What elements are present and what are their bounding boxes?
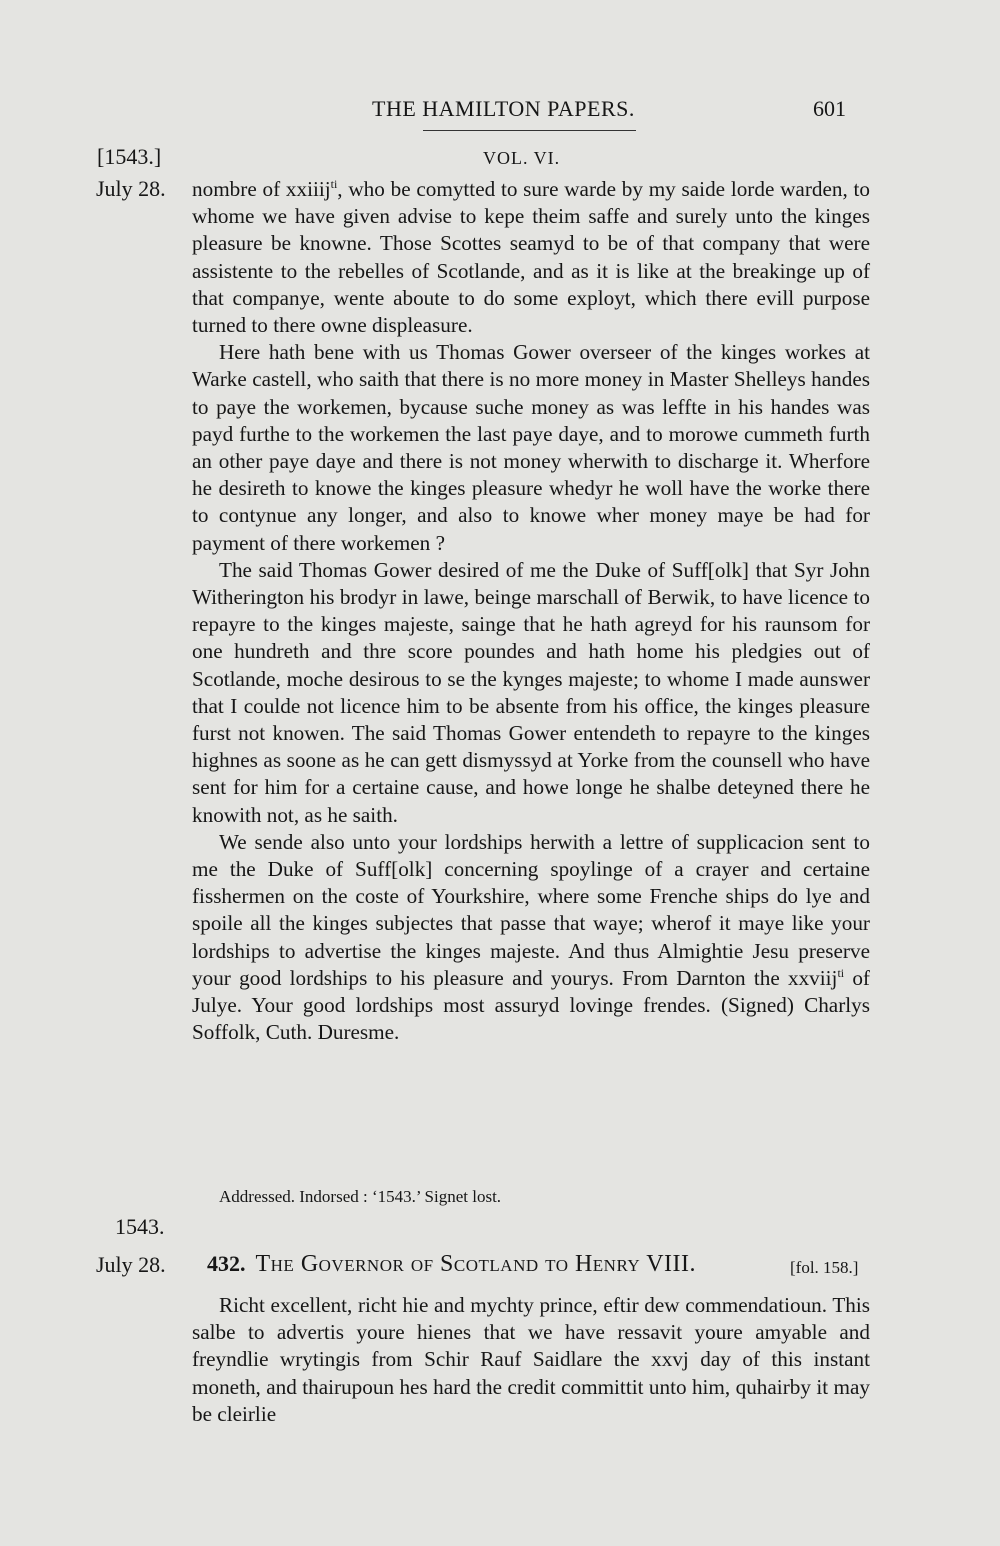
superscript: ti (837, 965, 845, 980)
margin-year-bracket: [1543.] (97, 144, 162, 169)
folio-reference: [fol. 158.] (790, 1258, 859, 1277)
letter-2-body (192, 1292, 870, 1428)
paragraph-1-rest: , who be comytted to sure warde by my saide lorde warden, to whome we have given advise to kepe theim saffe and surely unto the kinges pleasure be knowne. Those Scottes seamyd to be of that company that were assistente to the rebelles of Scotlande, and as it is like at the breakinge up of that companye, wente aboute to do some exployt, which there evill purpose turned to there owne displeasure. (192, 177, 870, 338)
endorsement-note: Addressed. Indorsed : ‘1543.’ Signet lost. (219, 1187, 502, 1206)
letter-body (192, 176, 870, 1047)
paragraph-3: The said Thomas Gower desired of me the Duke of Suff[olk] that Syr John Witherington his brodyr in lawe, beinge marschall of Berwik, to have licence to repayre to the kinges majeste, sainge that he hath agreyd for his raunsom for one hundreth and thre score poundes and hath home his pledgies out of Scotlande, moche desirous to se the kynges majeste; to whome I made aunswer that I coulde not licence him to be absente from his office, the kinges pleasure furst not knowen. The said Thomas Gower entendeth to repayre to the kinges highnes as soone as he can gett dismyssyd at Yorke from the counsell who have sent for him for a certaine cause, and howe longe he shalbe deteyned there he knowith not, as he saith. (192, 557, 870, 827)
margin-date-first: July 28. (96, 176, 166, 201)
page-number: 601 (813, 96, 846, 121)
paragraph-4 (192, 829, 870, 1047)
letter-2-paragraph-1: Richt excellent, richt hie and mychty prince, eftir dew commendatioun. This salbe to advertis youre hienes that we have ressavit youre amyable and freyndlie wrytingis from Schir Rauf Saidlare the xxvj day of this instant moneth, and thairupoun hes hard the credit committit unto him, quhairby it may be cleirlie (192, 1293, 870, 1426)
paragraph-1-start: nombre of xxiiij (192, 177, 331, 201)
title-rule (423, 130, 636, 131)
paragraph-1 (192, 176, 870, 339)
paragraph-4-start: We sende also unto your lordships herwith a lettre of supplicacion sent to me the Duke of Suff[olk] concerning spoylinge of a crayer and certaine fisshermen on the coste of Yourkshire, where some Frenche ships do lye and spoile all the kinges subjectes that passe that waye; wherof it maye like your lordships to advertise the kinges majeste. And thus Almightie Jesu preserve your good lordships to his pleasure and yourys. From Darnton the xxviij (192, 829, 870, 990)
paragraph-4-rest: of Julye. Your good lordships most assuryd lovinge frendes. (Signed) Charlys Soffolk, Cuth. Duresme. (192, 965, 870, 1045)
margin-year: 1543. (115, 1214, 165, 1239)
document-heading (207, 1251, 696, 1278)
document-number: 432. (207, 1251, 246, 1276)
document-title: The Governor of Scotland to Henry VIII. (255, 1251, 697, 1277)
running-title: THE HAMILTON PAPERS. (372, 96, 635, 121)
paragraph-2: Here hath bene with us Thomas Gower overseer of the kinges workes at Warke castell, who saith that there is no more money in Master Shelleys handes to paye the workemen, bycause suche money as was leffte in his handes was payd furthe to the workemen the last paye daye, and to morowe cummeth furth an other paye daye and there is not money wherwith to discharge it. Wherfore he desireth to knowe the kinges pleasure whedyr he woll have the worke there to contynue any longer, and also to knowe wher money maye be had for payment of there workemen ? (192, 340, 870, 555)
margin-date-second: July 28. (96, 1252, 166, 1277)
superscript: ti (330, 176, 338, 191)
volume-label: VOL. VI. (483, 148, 561, 168)
